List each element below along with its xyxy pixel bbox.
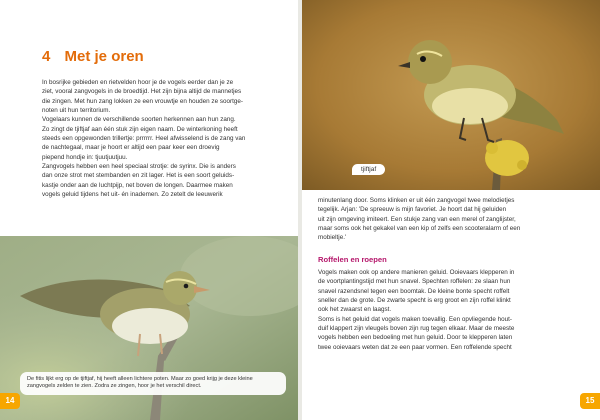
chapter-number: 4: [42, 48, 51, 65]
text-line: de nachtegaal, maar je hoort er altijd een paar keer een droevig: [42, 144, 220, 152]
text-line: maar soms ook het gekakel van een kip of zelfs een scooteralarm of een: [318, 225, 521, 233]
section-heading: Roffelen en roepen: [318, 254, 387, 264]
photo-label: tjiftjaf: [352, 164, 385, 175]
text-line: sneller dan de grote. De zwarte specht is erg groot en zijn roffel klinkt: [318, 297, 511, 305]
page-number-left: 14: [0, 393, 20, 409]
right-body-text: [318, 196, 586, 352]
text-line: die zingen. Met hun zang lokken ze een vrouwtje en houden ze soortge-: [42, 97, 243, 105]
text-line: noten uit hun territorium.: [42, 107, 111, 115]
text-line: kastje onder aan de luchtpijp, net boven de longen. Daarmee maken: [42, 181, 233, 189]
chapter-title: Met je oren: [64, 48, 144, 65]
text-line: Soms is het geluid dat vogels maken toevallig. Een opvliegende hout-: [318, 315, 512, 323]
text-line: tegelijk. Arjan: 'De spreeuw is mijn favoriet. Je hoort dat hij geluiden: [318, 206, 507, 214]
text-line: dan onze strot met stembanden en zit lager. Het is een soort geluids-: [42, 172, 235, 180]
text-line: duif klappert zijn vleugels boven zijn rug tegen elkaar. Maar de meeste: [318, 325, 515, 333]
text-line: twee ooievaars weten dat ze een paar vormen. Een roffelende specht: [318, 343, 512, 351]
photo-caption: De fitis lijkt erg op de tjiftjaf, hij heeft alleen lichtere poten. Maar zo goed krijg je deze kleine zangvogels zelden te zien. Zodra ze zingen, hoor je het verschil direct.: [20, 372, 286, 395]
text-line: vogels hebben een bedoeling met hun geluid. Door te klepperen laten: [318, 334, 513, 342]
text-line: snavel razendsnel tegen een boomtak. De kleine bonte specht roffelt: [318, 287, 510, 295]
right-page: [302, 0, 600, 420]
text-line: steeds een opgewonden trillertje: prrrrrr. Heel afwisselend is de zang van: [42, 135, 246, 143]
text-line: mobieltje.': [318, 234, 347, 242]
text-line: vogels geluid tijdens het uit- én inademen. Zo zetelt de leeuwerik: [42, 191, 223, 199]
text-line: Zangvogels hebben een heel speciaal strotje: de syrinx. Die is anders: [42, 163, 236, 171]
text-line: minutenlang door. Soms klinken er uit één zangvogel twee melodietjes: [318, 197, 515, 204]
text-line: Vogels maken ook op andere manieren geluid. Ooievaars klepperen in: [318, 269, 515, 277]
chiffchaff-photo: [302, 0, 600, 190]
chapter-heading: [42, 48, 144, 65]
text-line: piepend hondje in: tjuutjuutjuu.: [42, 153, 128, 161]
text-line: Vogelaars kunnen de verschillende soorten herkennen aan hun zang.: [42, 116, 236, 124]
text-line: uit zijn omgeving imiteert. Een stukje zang van een merel of zanglijster,: [318, 215, 516, 223]
text-line: In bosrijke gebieden en rietvelden hoor je de vogels eerder dan je ze: [42, 79, 234, 86]
left-page: [0, 0, 298, 420]
page-number-right: 15: [580, 393, 600, 409]
text-line: Zo zingt de tjiftjaf aan één stuk zijn eigen naam. De winterkoning heeft: [42, 125, 238, 133]
text-line: de voortplantingstijd met hun snavel. Spechten roffelen: ze slaan hun: [318, 278, 511, 286]
left-body-text: [42, 78, 284, 199]
text-line: ook het zwaarst en laagst.: [318, 306, 392, 314]
text-line: ziet, vooral zangvogels in de broedtijd. Het zijn bijna altijd de mannetjes: [42, 88, 242, 96]
